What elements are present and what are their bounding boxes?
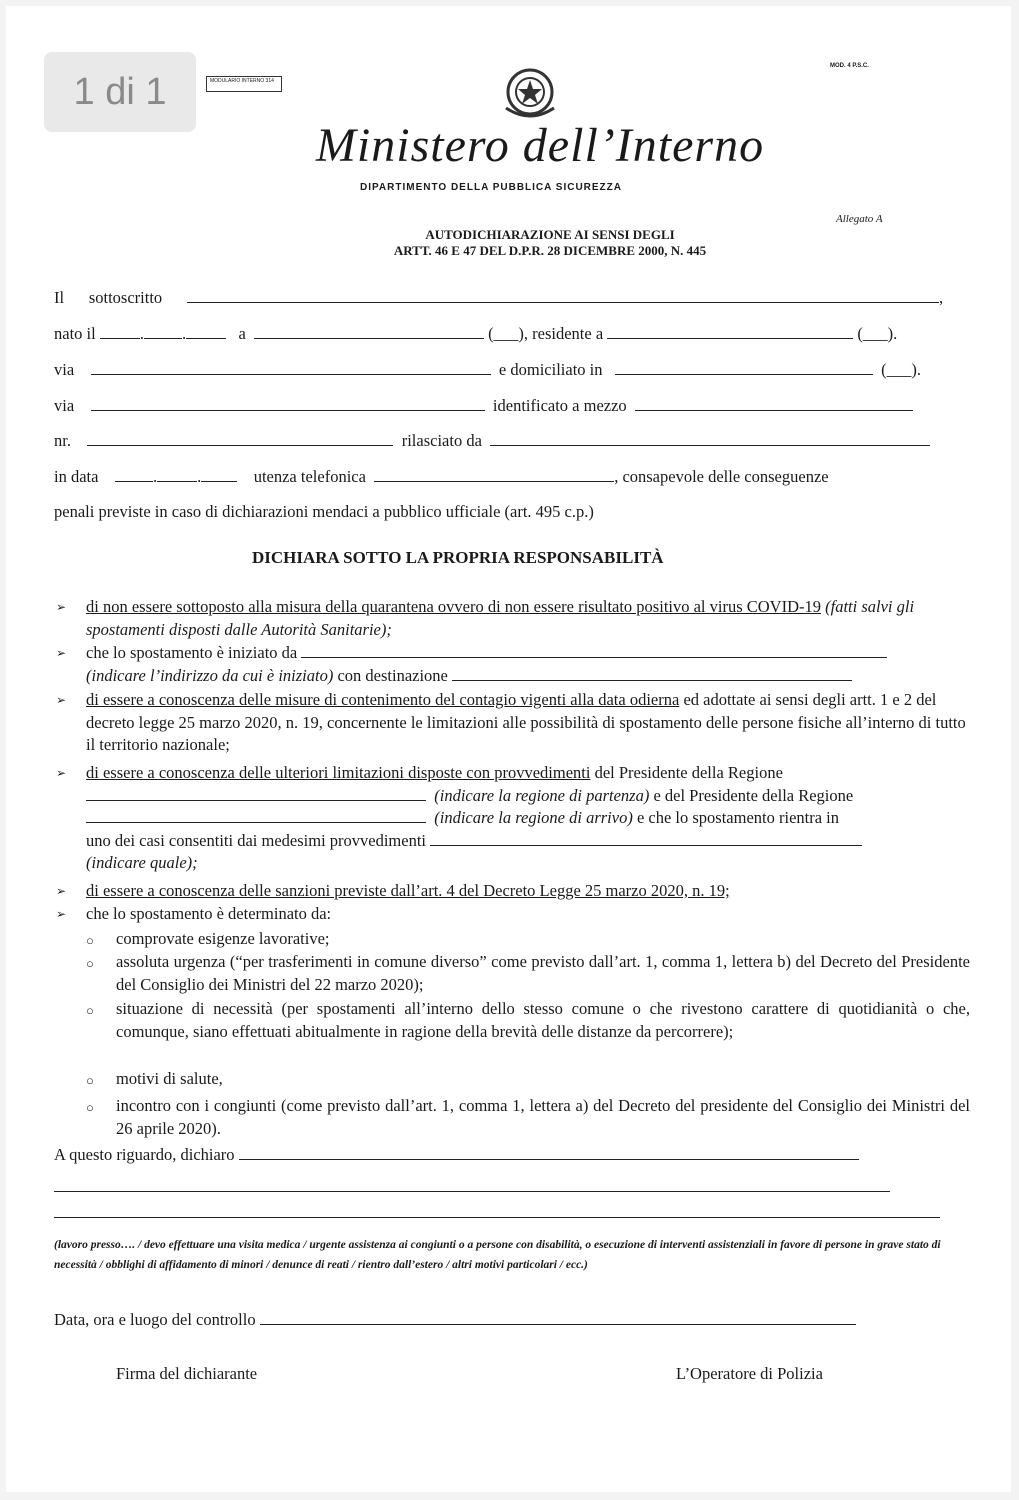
control-datetime-place-field[interactable] [260, 1311, 856, 1325]
arrival-region-field[interactable] [86, 809, 426, 823]
allowed-case-field[interactable] [430, 832, 862, 846]
field-line-date-phone: in data . . utenza telefonica , consapevole delle conseguenze [54, 467, 829, 486]
reason-option: situazione di necessità (per spostamenti all’interno dello stesso comune o che rivestono carattere di quotidianità o che, comunque, siano effettuati abitualmente in ragione della brevità delle distanze da percorrere); [116, 999, 970, 1041]
field-line-address: via e domiciliato in (___). [54, 360, 921, 379]
form-title: AUTODICHIARAZIONE AI SENSI DEGLI ARTT. 46 E 47 DEL D.P.R. 28 DICEMBRE 2000, N. 445 [393, 227, 707, 258]
arrow-bullet-icon: ➢ [56, 884, 67, 898]
examples-note: (lavoro presso…. / devo effettuare una visita medica / urgente assistenza ai congiunti o a persone con disabilità, o esecuzione di interventi assistenziali in favore di persone in grave stato di necessità / obblighi di affidamento di minori / denunce di reati / rientro dall’estero / altri motivi particolari / ecc.) [54, 1239, 941, 1271]
arrow-bullet-icon: ➢ [56, 907, 67, 921]
control-line: Data, ora e luogo del controllo [54, 1310, 970, 1330]
declaration-item: di essere a conoscenza delle ulteriori limitazioni disposte con provvedimenti del Presidente della Regione (indicare la regione di partenza) e del Presidente della Regione (indicare la regione di arrivo) e che lo spostamento rientra in uno dei casi consentiti dai medesimi provvedimenti (indicare quale); [86, 762, 970, 875]
field-line-birth: nato il . . a (___), residente a (___). [54, 324, 898, 343]
statement-field-line-3[interactable] [54, 1217, 940, 1218]
birth-place-field[interactable] [254, 325, 484, 339]
option-circle-icon[interactable]: ○ [86, 956, 94, 971]
issue-year-field[interactable] [201, 468, 237, 482]
reason-option: assoluta urgenza (“per trasferimenti in comune diverso” come previsto dall’art. 1, comma 1, lettera b) del Decreto del Presidente del Consiglio dei Ministri del 22 marzo 2020); [116, 952, 970, 994]
reason-option: incontro con i congiunti (come previsto dall’art. 1, comma 1, lettera a) del Decreto del presidente del Consiglio dei Ministri del 26 aprile 2020). [116, 1096, 970, 1138]
document-number-field[interactable] [87, 432, 393, 446]
destination-field[interactable] [452, 667, 852, 681]
origin-address-field[interactable] [301, 644, 887, 658]
residence-field[interactable] [607, 325, 853, 339]
arrow-bullet-icon: ➢ [56, 766, 67, 780]
id-document-field[interactable] [635, 397, 913, 411]
phone-field[interactable] [374, 468, 614, 482]
attachment-label: Allegato A [836, 213, 883, 225]
option-circle-icon[interactable]: ○ [86, 1100, 94, 1115]
ministry-title: Ministero dell’Interno [315, 119, 765, 172]
declarant-signature-label: Firma del dichiarante [116, 1364, 258, 1383]
residence-street-field[interactable] [91, 361, 491, 375]
birth-day-field[interactable] [100, 325, 140, 339]
arrow-bullet-icon: ➢ [56, 600, 67, 614]
statement-field[interactable] [239, 1146, 859, 1160]
birth-year-field[interactable] [186, 325, 226, 339]
birth-month-field[interactable] [144, 325, 182, 339]
option-circle-icon[interactable]: ○ [86, 1073, 94, 1088]
issue-day-field[interactable] [115, 468, 153, 482]
form-stamp: MODULARIO INTERNO 314 [206, 76, 282, 92]
domicile-field[interactable] [615, 361, 873, 375]
statement-line: A questo riguardo, dichiaro [54, 1145, 970, 1165]
reason-option: comprovate esigenze lavorative; [116, 929, 330, 948]
declaration-item: di essere a conoscenza delle sanzioni previste dall’art. 4 del Decreto Legge 25 marzo 2020, n. 19; [86, 881, 730, 900]
declaration-item: che lo spostamento è determinato da: [86, 904, 332, 923]
department-name: DIPARTIMENTO DELLA PUBBLICA SICUREZZA [360, 182, 622, 193]
penal-note: penali previste in caso di dichiarazioni mendaci a pubblico ufficiale (art. 495 c.p.) [54, 502, 594, 521]
arrow-bullet-icon: ➢ [56, 646, 67, 660]
form-code: MOD. 4 P.S.C. [830, 63, 869, 69]
page-indicator: 1 di 1 [44, 52, 196, 132]
domicile-street-field[interactable] [91, 397, 485, 411]
field-line-name: Il sottoscritto , [54, 288, 944, 307]
name-field[interactable] [187, 289, 939, 303]
declaration-heading: DICHIARA SOTTO LA PROPRIA RESPONSABILITÀ [252, 548, 664, 567]
option-circle-icon[interactable]: ○ [86, 933, 94, 948]
departure-region-field[interactable] [86, 787, 426, 801]
declaration-item: di essere a conoscenza delle misure di contenimento del contagio vigenti alla data odierna ed adottate ai sensi degli artt. 1 e 2 del decreto legge 25 marzo 2020, n. 19, concernente le limitazioni alle possibilità di spostamento delle persone fisiche all’interno di tutto il territorio nazionale; [86, 690, 966, 754]
field-line-identity: via identificato a mezzo [54, 396, 970, 416]
statement-field-line-2[interactable] [54, 1191, 890, 1192]
arrow-bullet-icon: ➢ [56, 693, 67, 707]
republic-emblem-icon [496, 64, 564, 122]
issued-by-field[interactable] [490, 432, 930, 446]
issue-month-field[interactable] [157, 468, 197, 482]
declaration-item: che lo spostamento è iniziato da (indicare l’indirizzo da cui è iniziato) con destinazione [86, 642, 970, 687]
reason-option: motivi di salute, [116, 1069, 223, 1088]
declaration-item: di non essere sottoposto alla misura della quarantena ovvero di non essere risultato positivo al virus COVID-19 (fatti salvi gli spostamenti disposti dalle Autorità Sanitarie); [86, 597, 915, 639]
option-circle-icon[interactable]: ○ [86, 1003, 94, 1018]
field-line-document: nr. rilasciato da [54, 431, 970, 451]
police-officer-label: L’Operatore di Polizia [676, 1364, 823, 1383]
